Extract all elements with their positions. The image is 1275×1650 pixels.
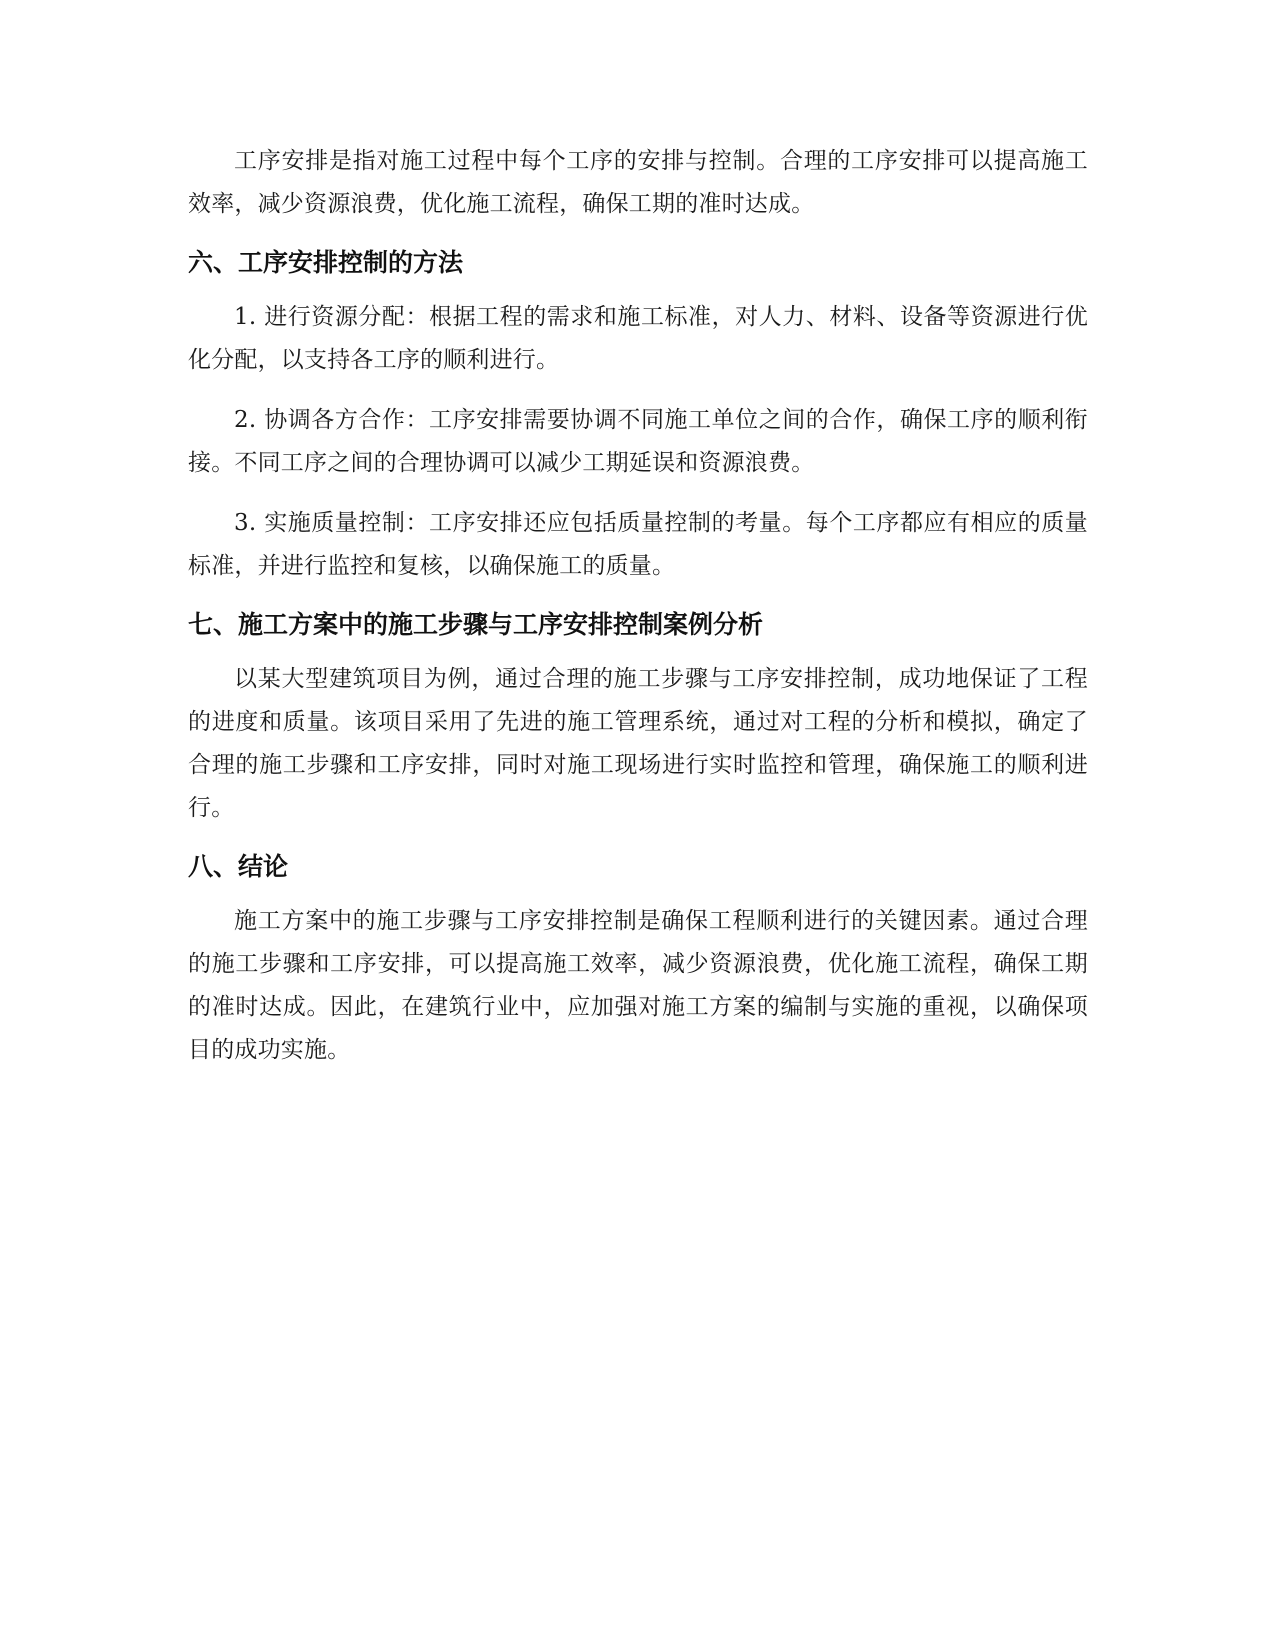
section-8-heading: 八、结论	[188, 852, 289, 881]
intro-paragraph: 工序安排是指对施工过程中每个工序的安排与控制。合理的工序安排可以提高施工效率，减少资源浪费，优化施工流程，确保工期的准时达成。	[188, 148, 1088, 217]
section-8-paragraph: 施工方案中的施工步骤与工序安排控制是确保工程顺利进行的关键因素。通过合理的施工步骤和工序安排，可以提高施工效率，减少资源浪费，优化施工流程，确保工期的准时达成。因此，在建筑行业中，应加强对施工方案的编制与实施的重视，以确保项目的成功实施。	[188, 908, 1088, 1063]
document-body	[188, 140, 1088, 1089]
section-6-heading: 六、工序安排控制的方法	[188, 248, 464, 277]
section-7-heading: 七、施工方案中的施工步骤与工序安排控制案例分析	[188, 610, 764, 639]
section-6-item-1: 1. 进行资源分配：根据工程的需求和施工标准，对人力、材料、设备等资源进行优化分配，以支持各工序的顺利进行。	[188, 304, 1088, 373]
section-6-item-3: 3. 实施质量控制：工序安排还应包括质量控制的考量。每个工序都应有相应的质量标准，并进行监控和复核，以确保施工的质量。	[188, 510, 1088, 579]
section-7-paragraph: 以某大型建筑项目为例，通过合理的施工步骤与工序安排控制，成功地保证了工程的进度和质量。该项目采用了先进的施工管理系统，通过对工程的分析和模拟，确定了合理的施工步骤和工序安排，同时对施工现场进行实时监控和管理，确保施工的顺利进行。	[188, 666, 1088, 821]
section-6-item-2: 2. 协调各方合作：工序安排需要协调不同施工单位之间的合作，确保工序的顺利衔接。不同工序之间的合理协调可以减少工期延误和资源浪费。	[188, 407, 1088, 476]
